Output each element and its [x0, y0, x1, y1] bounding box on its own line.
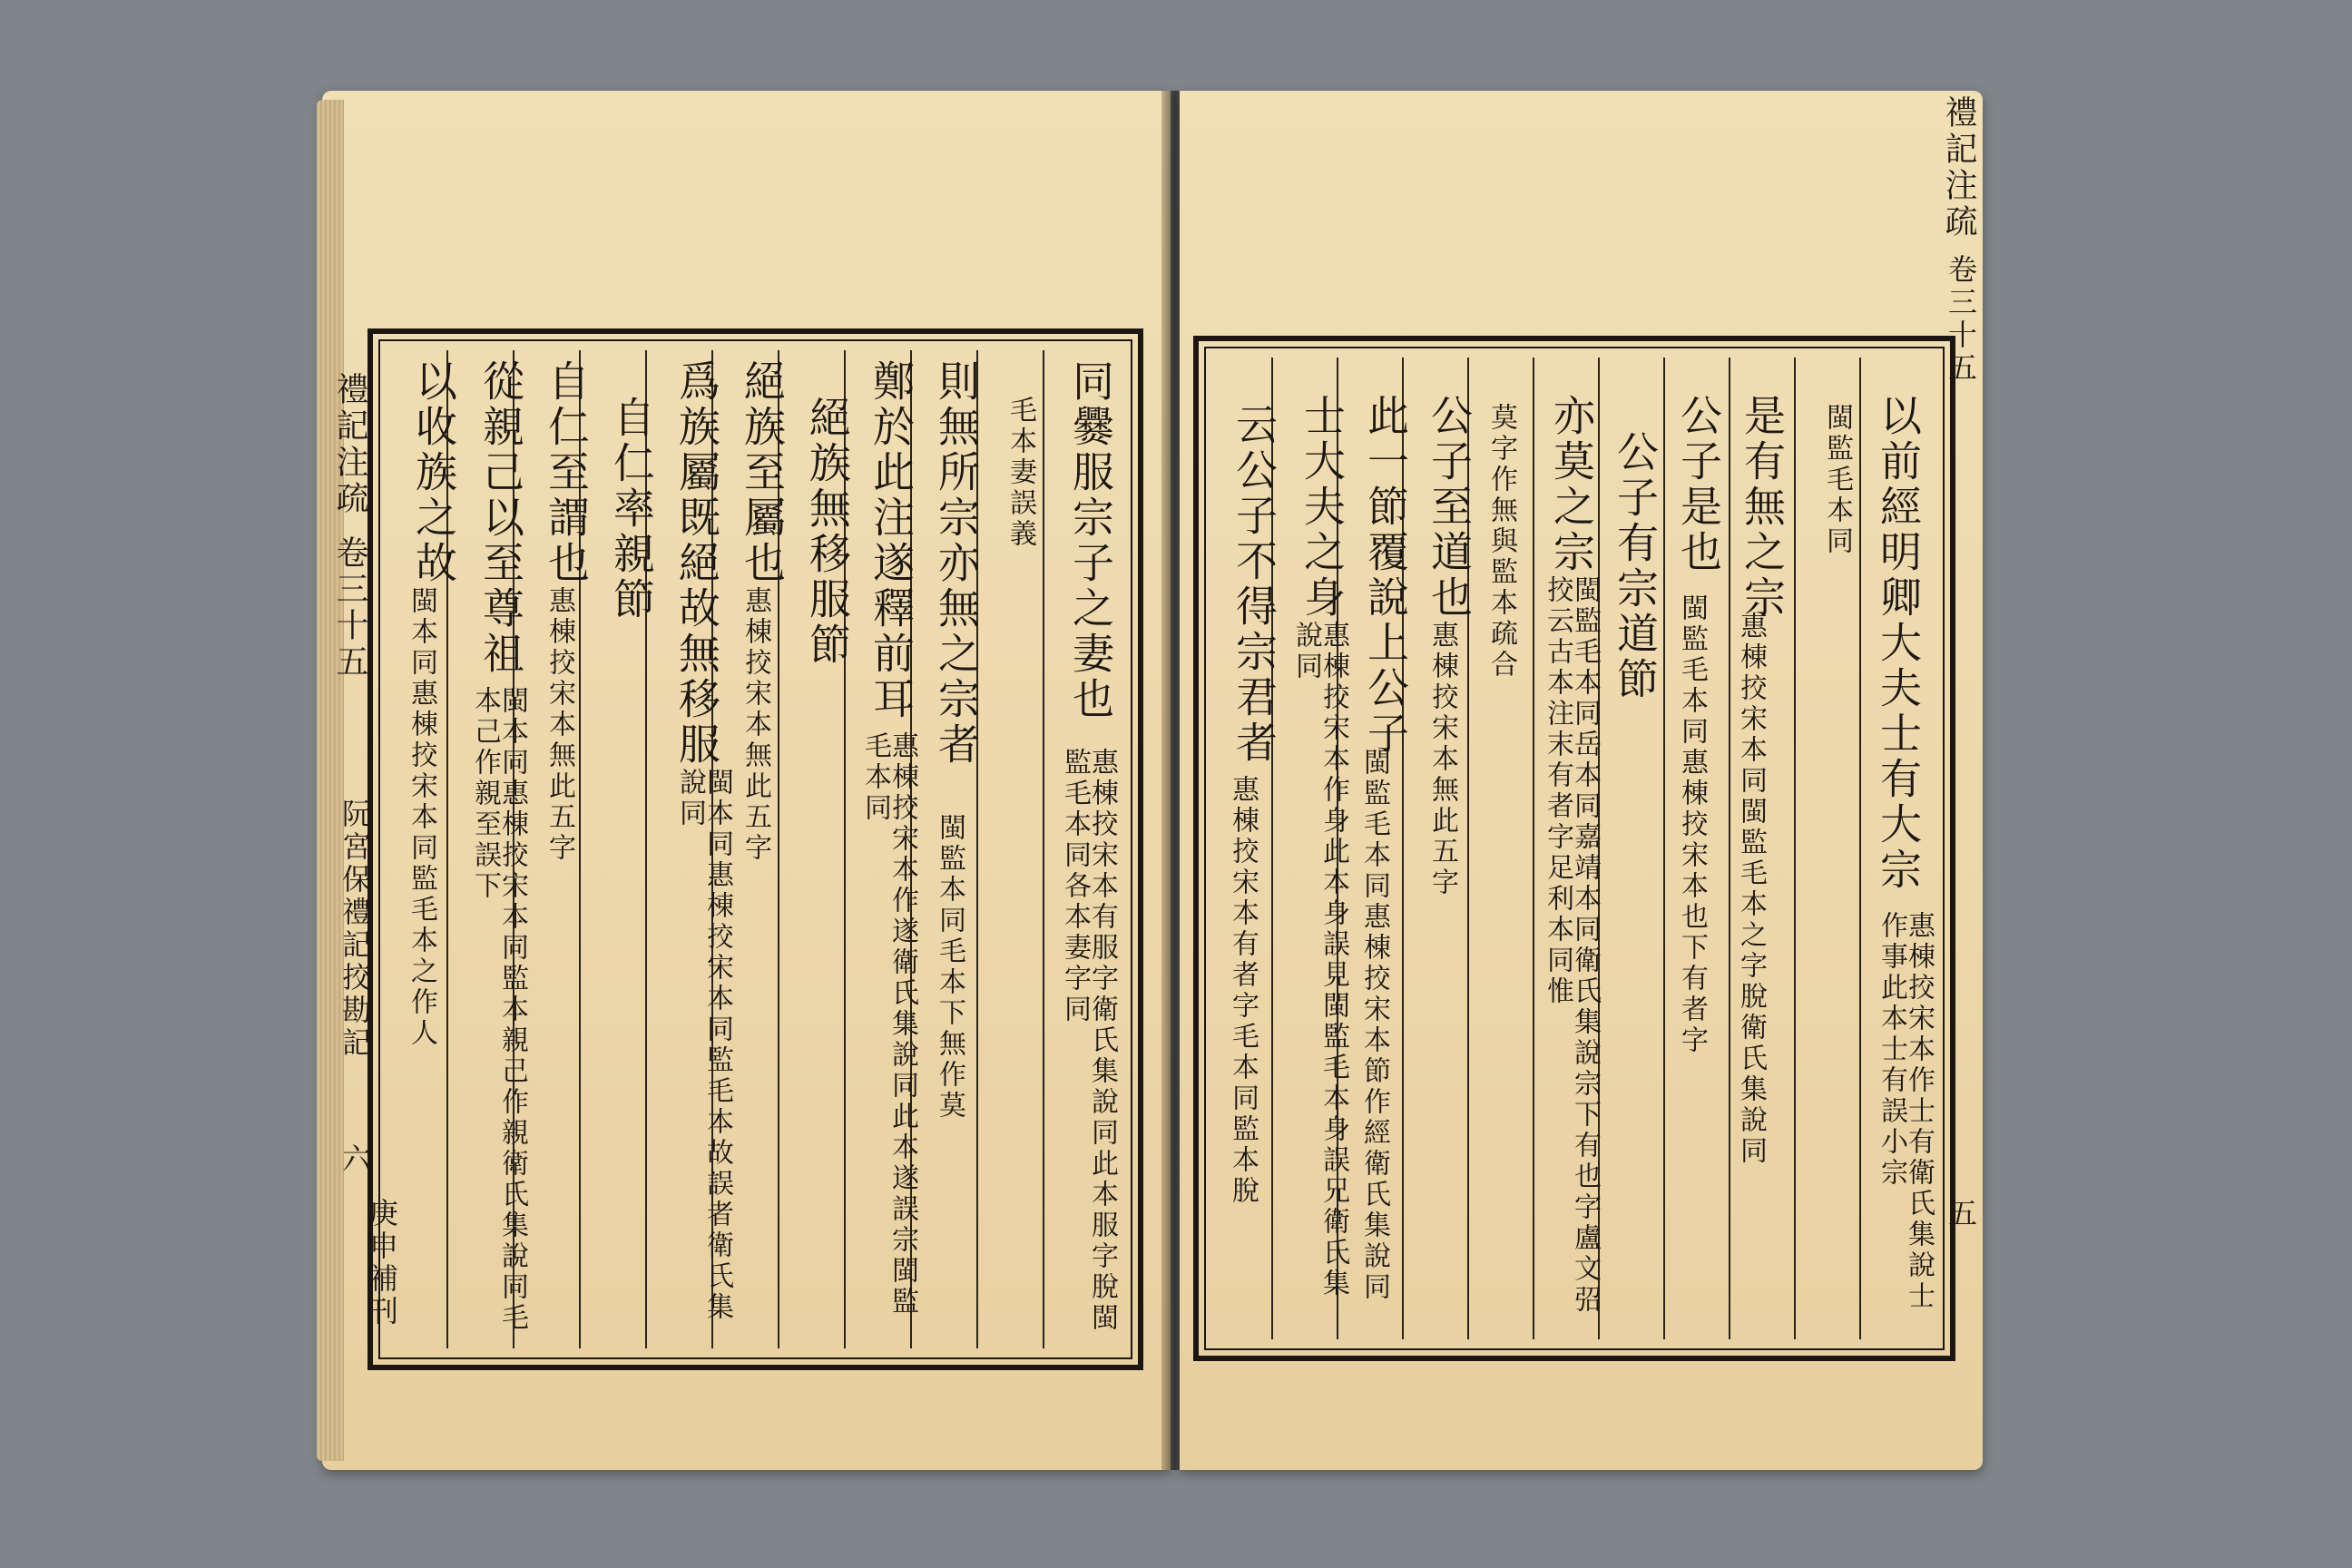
annotation-text: 閩本同惠棟挍宋本同監毛本故誤者衛氏集說同	[674, 768, 733, 1323]
annotation-text: 惠棟挍宋本無此五字	[1426, 621, 1458, 898]
annotation-text: 惠棟挍宋本有者字毛本同監本脫	[1227, 775, 1259, 1207]
main-text: 鄭於此注遂釋前耳	[867, 359, 916, 722]
margin-page-number: 五	[1944, 1198, 1978, 1230]
main-text: 從親己以至尊祖	[476, 359, 525, 677]
margin-volume: 卷三十五	[1944, 254, 1978, 385]
annotation-text: 閩監毛本同惠棟挍宋本節作經衛氏集說同	[1358, 748, 1390, 1303]
annotation-text: 閩監毛本同	[1821, 403, 1853, 557]
annotation-text: 惠棟挍宋本無此五字	[740, 586, 771, 864]
column-rule	[1729, 358, 1730, 1339]
main-text: 云公子不得宗君者	[1230, 403, 1279, 766]
annotation-text: 惠棟挍宋本作遂衛氏集說同此本遂誤宗閩監毛本同	[859, 731, 918, 1318]
annotation-text: 毛本妻誤義	[1004, 396, 1036, 550]
annotation-text: 閩本同惠棟挍宋本同監本親己作親衛氏集說同毛本己作親至誤下	[469, 686, 528, 1334]
main-text: 公子是也	[1674, 394, 1723, 575]
main-text: 士大夫之身	[1298, 394, 1347, 621]
annotation-text: 惠棟挍宋本作身此本身誤見閩監毛本身誤兄衛氏集說同	[1290, 621, 1349, 1299]
right-text-frame	[1193, 336, 1955, 1361]
main-text: 以前經明卿大夫士有大宗	[1874, 394, 1923, 893]
main-text: 自仁至謂也	[542, 359, 591, 586]
main-text: 自仁率親節	[607, 396, 656, 622]
annotation-text: 莫字作無與監本疏合	[1485, 403, 1517, 681]
main-text: 則無所宗亦無之宗者	[932, 359, 981, 768]
left-page	[322, 91, 1171, 1470]
main-text: 公子有宗道節	[1611, 430, 1660, 702]
text-column-1	[1066, 359, 1115, 722]
right-inner-border	[1204, 347, 1945, 1350]
column-rule	[1043, 350, 1044, 1348]
margin-source: 阮宮保禮記挍勘記	[338, 799, 372, 1060]
annotation-text: 閩監毛本同惠棟挍宋本也下有者字	[1676, 593, 1708, 1056]
main-text: 同爨服宗子之妻也	[1066, 359, 1115, 722]
annotation-text: 閩本同惠棟挍宋本同監毛本之作人	[406, 586, 437, 1049]
main-text: 爲族屬既絕故無移服	[672, 359, 721, 768]
open-book	[322, 91, 1983, 1470]
column-rule	[1533, 358, 1534, 1339]
page-edges	[317, 100, 344, 1461]
main-text: 以收族之故	[409, 359, 458, 586]
column-rule	[1663, 358, 1665, 1339]
annotation-text: 閩監毛本同岳本同嘉靖本同衛氏集說宗下有也字盧文弨挍云古本注末有者字足利本同惟	[1542, 575, 1601, 1316]
margin-edition: 庚申補刊	[365, 1198, 399, 1328]
main-text: 絕族無移服節	[803, 396, 852, 668]
column-rule	[1794, 358, 1796, 1339]
column-rule	[1859, 358, 1861, 1339]
annotation-text: 惠棟挍宋本無此五字	[544, 586, 575, 864]
margin-title: 禮記注疏	[331, 372, 368, 517]
left-text-frame	[365, 328, 1143, 1370]
annotation-text: 閩監本同毛本下無作莫	[934, 813, 965, 1122]
main-text: 是有無之宗	[1738, 394, 1787, 621]
annotation-text: 惠棟挍宋本同閩監毛本之字脫衛氏集說同	[1735, 612, 1767, 1167]
main-text: 絕族至屬也	[738, 359, 787, 586]
annotation-text: 惠棟挍宋本有服字衛氏集說同此本服字脫閩監毛本同各本妻字同	[1059, 748, 1118, 1334]
left-inner-border	[378, 339, 1132, 1359]
main-text: 公子至道也	[1425, 394, 1474, 621]
margin-volume: 卷三十五	[331, 535, 368, 681]
annotation-text: 惠棟挍宋本作士有衛氏集說士作事此本士有誤小宗	[1876, 911, 1935, 1312]
main-text: 亦莫之宗	[1547, 394, 1596, 575]
right-page	[1180, 91, 1983, 1470]
margin-page-number: 六	[338, 1143, 372, 1176]
main-text: 此一節覆說上公子	[1361, 394, 1410, 757]
margin-title: 禮記注疏	[1940, 95, 1977, 240]
